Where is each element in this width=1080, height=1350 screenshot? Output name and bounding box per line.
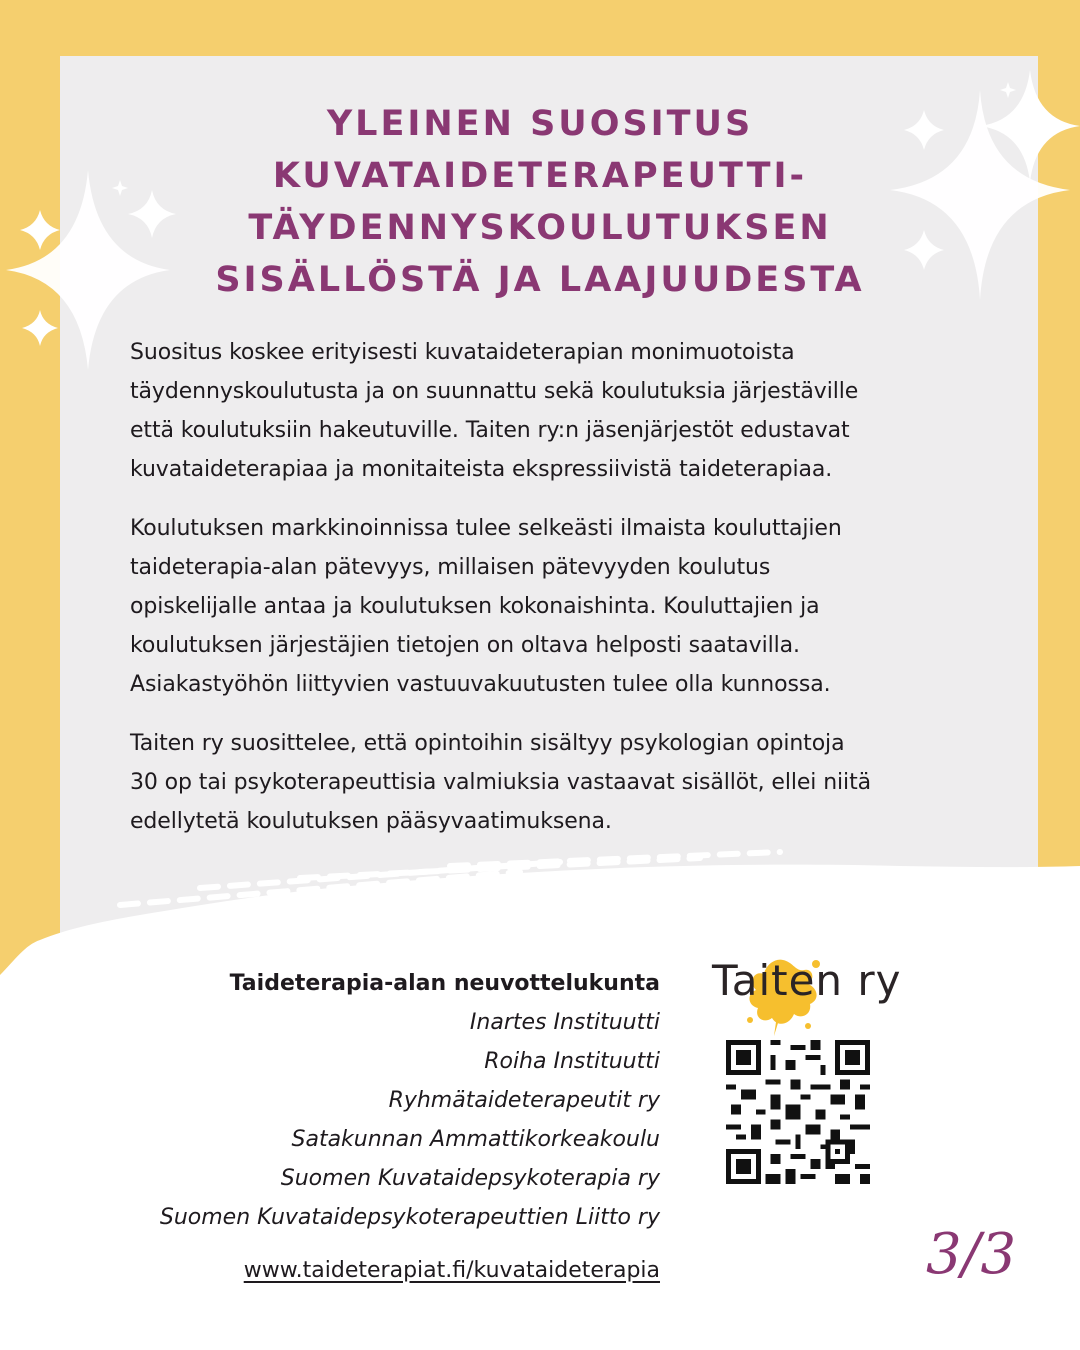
credits: [40, 964, 660, 1290]
text-line: Koulutuksen markkinoinnissa tulee selkeästi ilmaista kouluttajien: [130, 516, 842, 541]
text-line: koulutuksen järjestäjien tietojen on oltava helposti saatavilla.: [130, 633, 800, 658]
member-organization: Roiha Instituutti: [484, 1049, 660, 1074]
text-line: kuvataideterapiaa ja monitaiteista ekspressiivistä taideterapiaa.: [130, 457, 833, 482]
text-line: taideterapia-alan pätevyys, millaisen pätevyyden koulutus: [130, 555, 771, 580]
text-line: Suositus koskee erityisesti kuvataideterapian monimuotoista: [130, 340, 795, 365]
member-organization: Satakunnan Ammattikorkeakoulu: [291, 1127, 660, 1152]
text-line: edellytetä koulutuksen pääsyvaatimuksena.: [130, 809, 612, 834]
member-organization: Suomen Kuvataidepsykoterapia ry: [280, 1166, 660, 1191]
title-line: KUVATAIDETERAPEUTTI-: [272, 156, 808, 196]
council-name: Taideterapia-alan neuvottelukunta: [229, 971, 660, 996]
member-organization: Ryhmätaideterapeutit ry: [388, 1088, 660, 1113]
page-title: [140, 98, 940, 306]
text-line: Asiakastyöhön liittyvien vastuuvakuutusten tulee olla kunnossa.: [130, 672, 831, 697]
paragraph: [130, 724, 1000, 841]
text-line: Taiten ry suosittelee, että opintoihin sisältyy psykologian opintoja: [130, 731, 845, 756]
paragraph: [130, 509, 1000, 704]
qr-code-icon[interactable]: [726, 1040, 870, 1184]
member-organization: Inartes Instituutti: [469, 1010, 660, 1035]
title-line: TÄYDENNYSKOULUTUKSEN: [248, 208, 832, 248]
website-link[interactable]: www.taideterapiat.fi/kuvataideterapia: [243, 1258, 660, 1283]
page-number: 3/3: [926, 1222, 1017, 1287]
logo-text: Taiten ry: [712, 956, 902, 1005]
text-line: opiskelijalle antaa ja koulutuksen kokonaishinta. Kouluttajien ja: [130, 594, 820, 619]
text-line: täydennyskoulutusta ja on suunnattu sekä koulutuksia järjestäville: [130, 379, 859, 404]
taiten-logo: [708, 948, 908, 1038]
title-line: SISÄLLÖSTÄ JA LAAJUUDESTA: [215, 260, 865, 300]
text-line: 30 op tai psykoterapeuttisia valmiuksia vastaavat sisällöt, ellei niitä: [130, 770, 871, 795]
text-line: että koulutuksiin hakeutuville. Taiten ry:n jäsenjärjestöt edustavat: [130, 418, 850, 443]
member-organization: Suomen Kuvataidepsykoterapeuttien Liitto ry: [159, 1205, 660, 1230]
title-line: YLEINEN SUOSITUS: [326, 104, 754, 144]
paragraph: [130, 333, 1000, 489]
body-text: [130, 333, 1000, 861]
